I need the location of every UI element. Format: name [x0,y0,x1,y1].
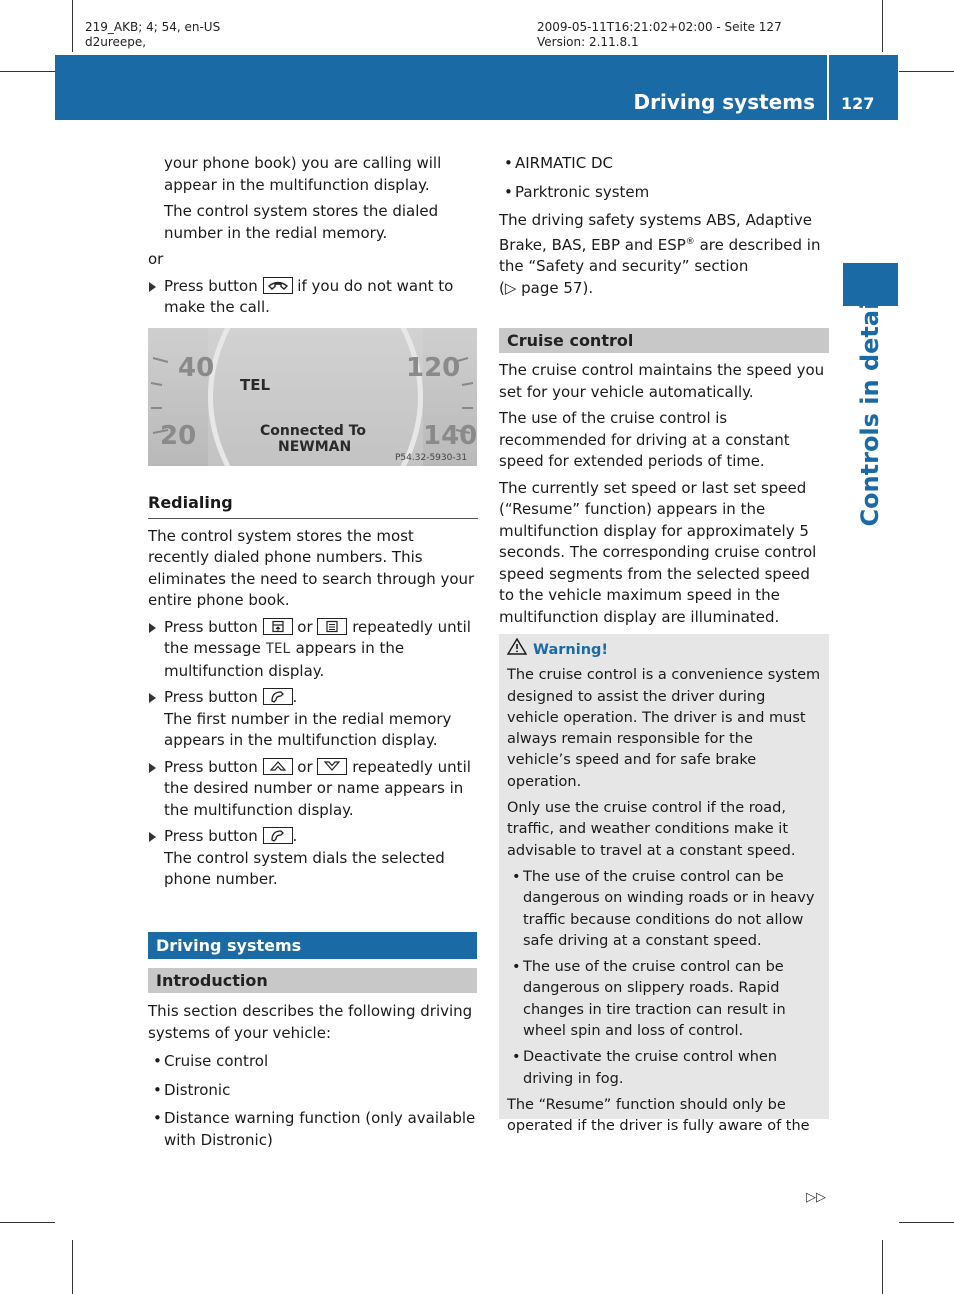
instrument-cluster-photo [148,328,477,466]
step-text: . [292,688,298,706]
gauge-number: 140 [423,421,477,451]
text: The driving safety systems ABS, Adaptive Brake, BAS, EBP and ESP [499,211,812,254]
print-meta-right [537,20,782,50]
warning-title [507,638,821,662]
right-column [499,153,829,1135]
phonebook-up-button-icon [263,618,293,635]
crop-mark [882,0,883,52]
crop-mark [882,1240,883,1294]
meta-text: 219_AKB; 4; 54, en-US [85,20,221,34]
gauge-number: 120 [406,353,461,383]
step-text: or [297,617,313,636]
paragraph: The control system stores the most recently dialed phone numbers. This eliminates the need to search through your entire phone book. [148,526,475,609]
paragraph: or [148,250,164,268]
phonebook-down-button-icon [317,618,347,635]
crop-mark [72,1240,73,1294]
list-item: • Distance warning function (only available with Distronic) [148,1108,477,1151]
crop-mark [72,0,73,52]
step-text: repeatedly until the desired number or name appears in the multifunction display. [164,757,471,819]
call-button-icon [263,688,293,705]
section-bar-introduction: Introduction [148,968,477,993]
step-note: The first number in the redial memory appears in the multifunction display. [164,709,452,749]
registered-mark: ® [685,236,695,247]
page-number: 127 [841,94,875,113]
warning-paragraph: Only use the cruise control if the road, traffic, and weather conditions make it advisable to travel at a constant speed. [507,800,796,859]
list-item: • AIRMATIC DC [499,153,829,175]
step-text: Press button [164,617,258,636]
warning-box [499,634,829,1135]
continued-mark: ▷▷ [806,1190,826,1205]
warning-triangle-icon [507,638,527,662]
display-line2: NEWMAN [278,439,352,455]
section-heading-redialing: Redialing [148,492,478,519]
scroll-down-button-icon [317,758,347,775]
paragraph: your phone book) you are calling will appear in the multifunction display. [164,154,442,194]
warning-list-item: • The use of the cruise control can be dangerous on slippery roads. Rapid changes in tire traction can result in wheel spin and loss of control. [507,957,821,1042]
paragraph [499,210,829,299]
page-reference: (▷ page 57). [499,278,594,297]
page-header [55,55,898,120]
left-column-driving-systems [148,932,477,1151]
text: are described in the “Safety and security” section [499,235,821,275]
section-bar-driving-systems: Driving systems [148,932,477,959]
section-bar-cruise-control: Cruise control [499,328,829,353]
meta-text: Version: 2.11.8.1 [537,35,639,49]
list-item: • Parktronic system [499,182,829,204]
instruction-step [148,617,478,683]
meta-text: d2ureepe, [85,35,147,49]
crop-mark [0,71,55,72]
warning-paragraph: The cruise control is a convenience system designed to assist the driver during vehicle operation. The driver is and must always remain responsible for the vehicle’s speed and for safe brake operation. [507,667,821,790]
step-text: Press button [164,827,258,845]
instruction-step [148,826,478,891]
warning-list-item: • The use of the cruise control can be dangerous on winding roads or in heavy traffic because conditions do not allow safe driving at a constant speed. [507,867,821,952]
call-button-icon [263,827,293,844]
step-text: Press button [164,757,258,776]
step-note: The control system dials the selected phone number. [164,848,445,888]
left-column-top [148,153,478,319]
gauge-number: 20 [160,421,197,451]
side-label: Controls in detail [856,293,884,527]
display-message: TEL [265,641,291,657]
step-text: Press button [164,276,258,295]
display-line1: Connected To [260,423,367,439]
crop-mark [899,71,954,72]
paragraph: The control system stores the dialed number in the redial memory. [164,202,439,242]
list-item: • Cruise control [148,1051,477,1073]
step-text: if you do not want to make the call. [164,276,454,316]
paragraph: The use of the cruise control is recommended for driving at a constant speed for extended periods of time. [499,410,790,470]
paragraph: The cruise control maintains the speed you set for your vehicle automatically. [499,361,825,401]
end-call-button-icon [263,277,293,294]
step-text: Press button [164,688,258,706]
header-divider [827,55,829,120]
instruction-step [148,687,478,752]
instruction-step [148,276,478,319]
left-column-bottom [148,492,478,891]
instruction-step [148,757,478,822]
header-title: Driving systems [633,90,815,114]
image-code: P54.32-5930-31 [395,453,468,463]
crop-mark [899,1222,954,1223]
paragraph: The currently set speed or last set speed (“Resume” function) appears in the multifunction display for approximately 5 seconds. The corresponding cruise control speed segments from the selected speed to the vehicle maximum speed in the multifunction display are illuminated. [499,478,817,626]
step-text: . [292,827,298,845]
print-meta-left [85,20,220,50]
display-tel: TEL [240,376,271,394]
paragraph: This section describes the following driving systems of your vehicle: [148,1002,473,1042]
meta-text: 2009-05-11T16:21:02+02:00 - Seite 127 [537,20,782,34]
scroll-up-button-icon [263,758,293,775]
step-text: repeatedly until the message [164,617,471,657]
warning-title-text: Warning! [533,641,609,658]
gauge-number: 40 [178,353,215,383]
crop-mark [0,1222,55,1223]
warning-list-item: • Deactivate the cruise control when driving in fog. [507,1047,821,1090]
step-text: or [297,757,313,776]
warning-paragraph: The “Resume” function should only be operated if the driver is fully aware of the [507,1096,810,1135]
list-item: • Distronic [148,1080,477,1102]
step-text: appears in the multifunction display. [164,639,405,680]
